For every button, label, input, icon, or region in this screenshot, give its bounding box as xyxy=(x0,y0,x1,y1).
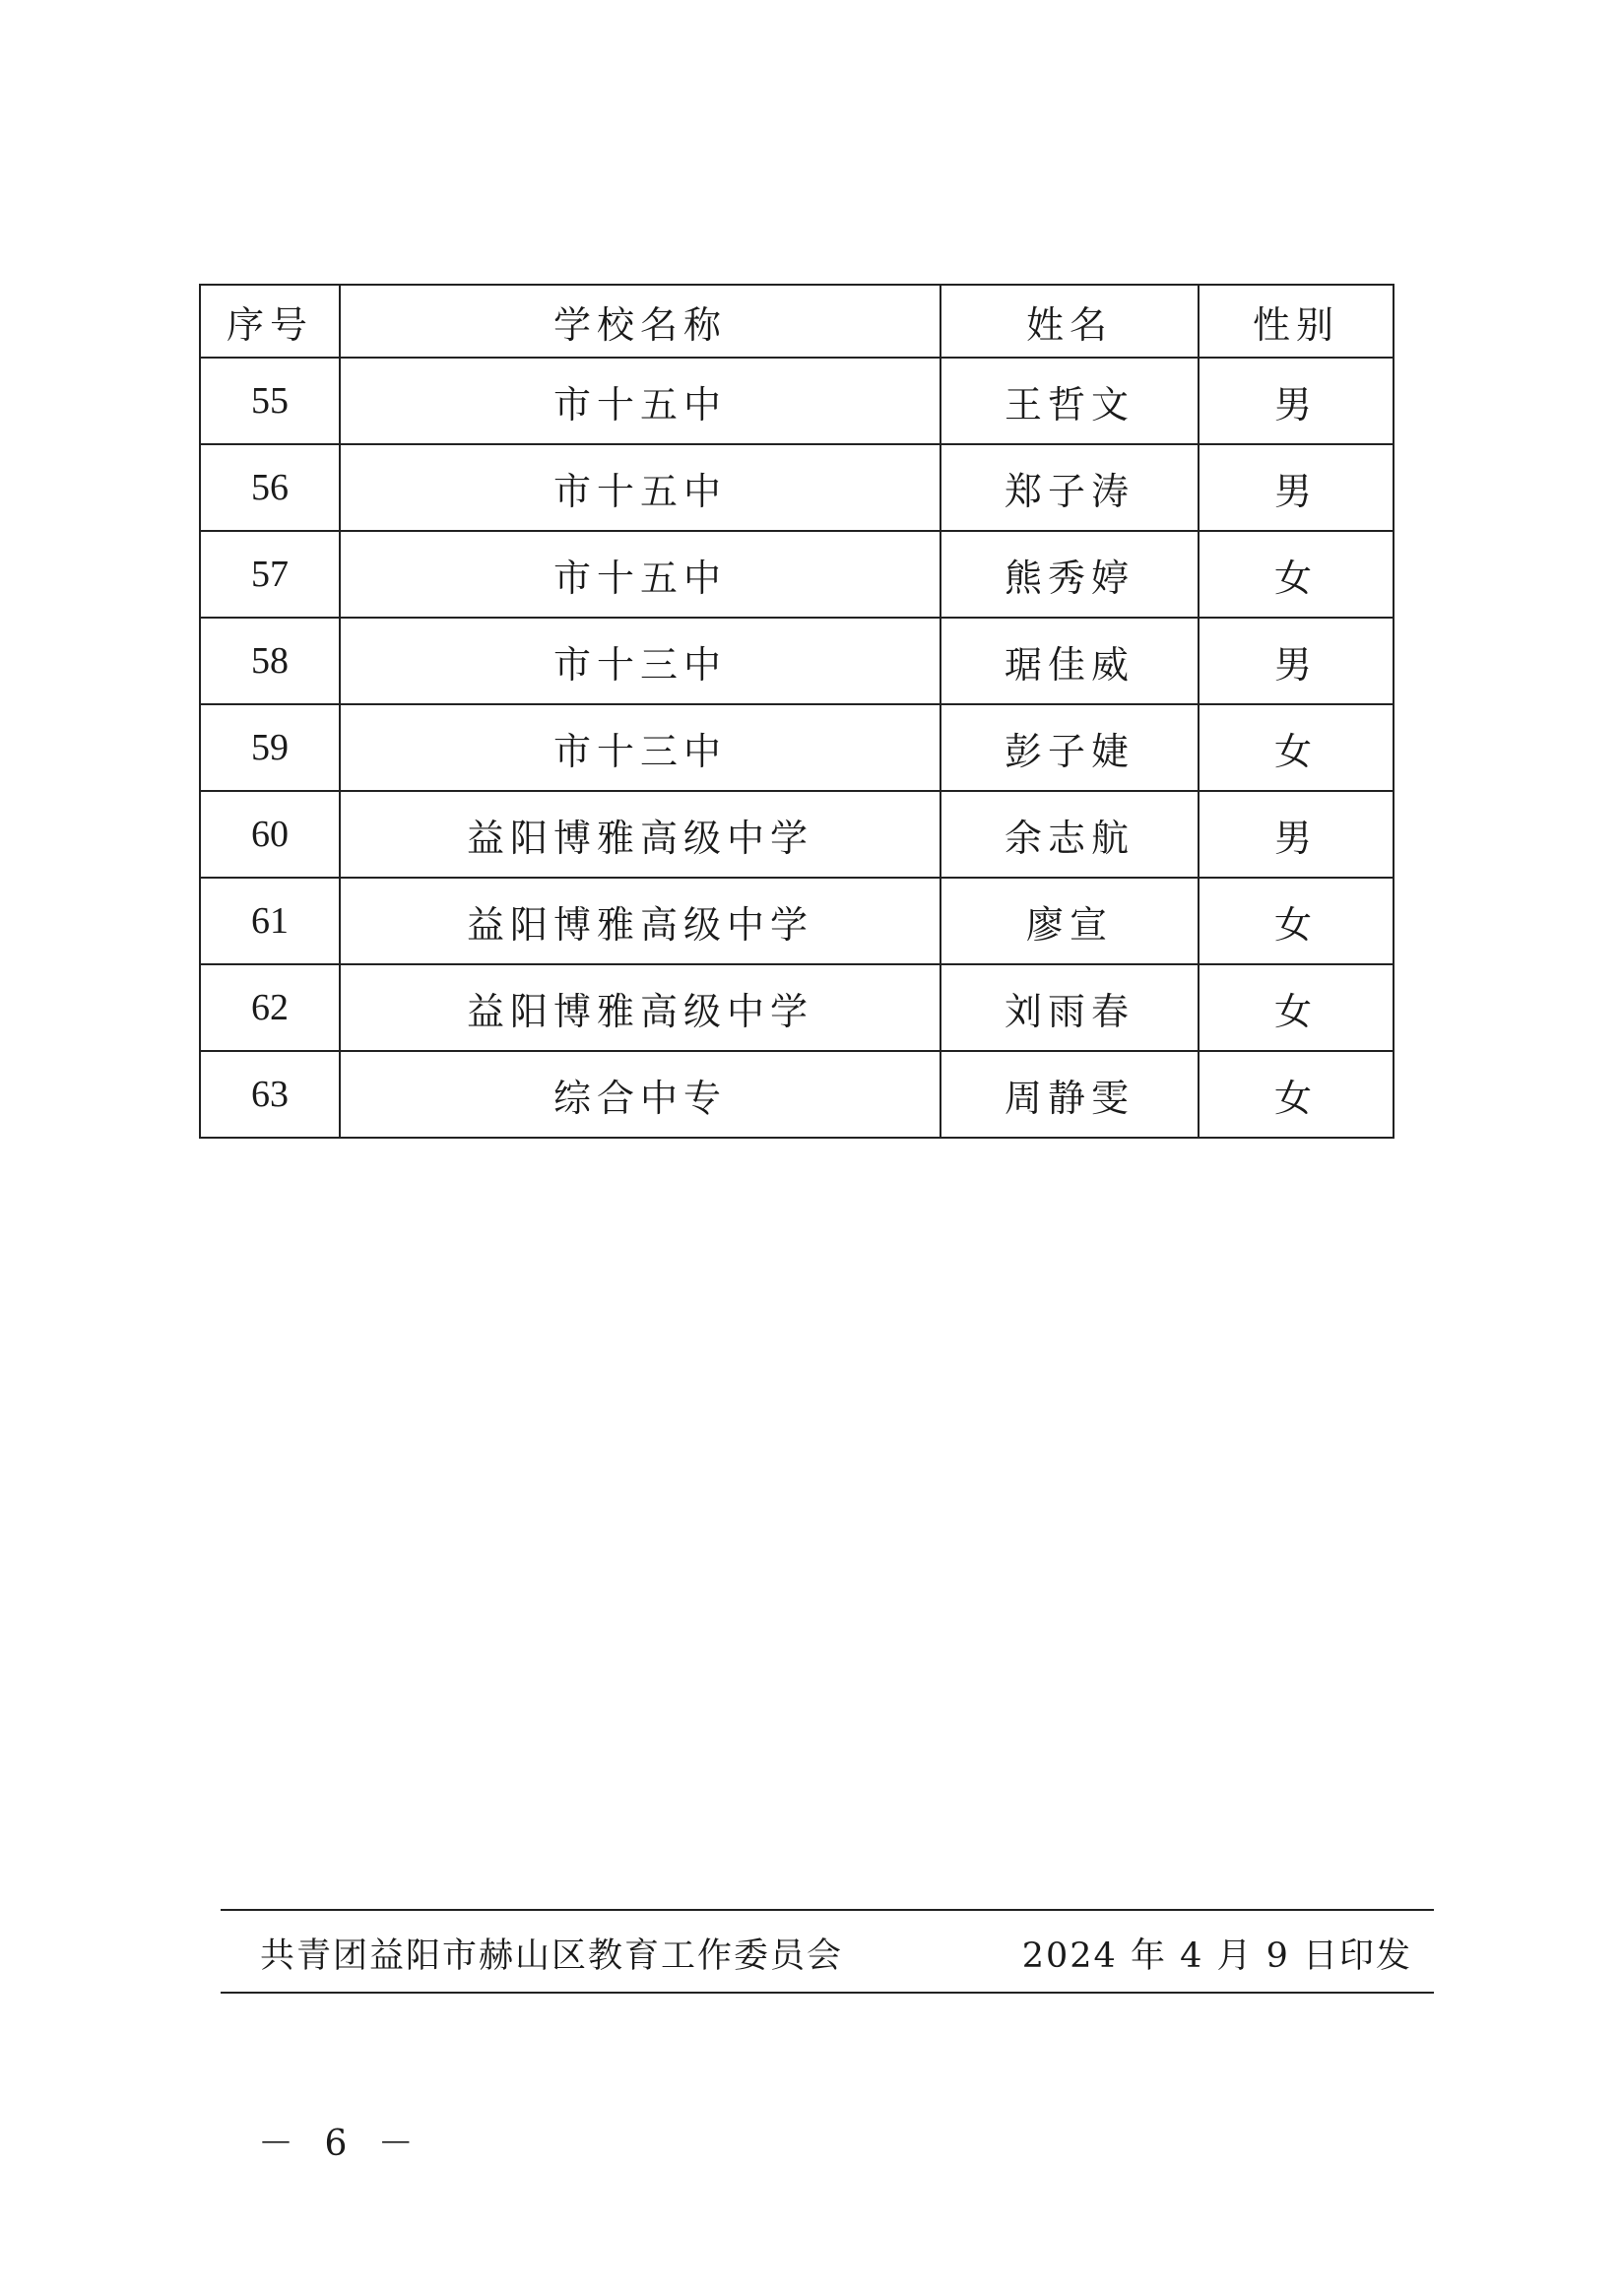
table-row xyxy=(200,964,1394,1051)
header-gender: 性别 xyxy=(1199,285,1394,358)
cell-number: 59 xyxy=(200,704,340,791)
table-header-row xyxy=(200,285,1394,358)
cell-gender: 女 xyxy=(1199,704,1394,791)
issuer-name: 共青团益阳市赫山区教育工作委员会 xyxy=(260,1936,844,1976)
cell-number: 62 xyxy=(200,964,340,1051)
cell-school: 市十五中 xyxy=(340,358,940,444)
cell-number: 58 xyxy=(200,618,340,704)
document-footer xyxy=(221,1909,1434,1994)
table-row xyxy=(200,704,1394,791)
table-row xyxy=(200,1051,1394,1138)
cell-name: 王哲文 xyxy=(940,358,1199,444)
cell-number: 60 xyxy=(200,791,340,878)
cell-name: 郑子涛 xyxy=(940,444,1199,531)
cell-school: 综合中专 xyxy=(340,1051,940,1138)
table-row xyxy=(200,531,1394,618)
cell-gender: 女 xyxy=(1199,964,1394,1051)
table-row xyxy=(200,791,1394,878)
cell-school: 市十三中 xyxy=(340,618,940,704)
issue-date: 2024 年 4 月 9 日印发 xyxy=(1021,1936,1412,1976)
cell-gender: 女 xyxy=(1199,1051,1394,1138)
cell-number: 63 xyxy=(200,1051,340,1138)
cell-gender: 男 xyxy=(1199,444,1394,531)
header-name: 姓名 xyxy=(940,285,1199,358)
cell-name: 刘雨春 xyxy=(940,964,1199,1051)
page-number: － 6 － xyxy=(258,2124,423,2164)
header-school: 学校名称 xyxy=(340,285,940,358)
cell-number: 57 xyxy=(200,531,340,618)
cell-school: 益阳博雅高级中学 xyxy=(340,878,940,964)
cell-school: 市十五中 xyxy=(340,531,940,618)
cell-school: 益阳博雅高级中学 xyxy=(340,791,940,878)
cell-gender: 男 xyxy=(1199,791,1394,878)
cell-name: 廖宣 xyxy=(940,878,1199,964)
cell-number: 61 xyxy=(200,878,340,964)
cell-number: 55 xyxy=(200,358,340,444)
cell-gender: 男 xyxy=(1199,358,1394,444)
table-row xyxy=(200,358,1394,444)
cell-school: 益阳博雅高级中学 xyxy=(340,964,940,1051)
cell-name: 周静雯 xyxy=(940,1051,1199,1138)
cell-number: 56 xyxy=(200,444,340,531)
table-row xyxy=(200,878,1394,964)
cell-name: 余志航 xyxy=(940,791,1199,878)
header-number: 序号 xyxy=(200,285,340,358)
student-roster-table xyxy=(199,284,1394,1139)
cell-name: 彭子婕 xyxy=(940,704,1199,791)
table-row xyxy=(200,444,1394,531)
cell-school: 市十三中 xyxy=(340,704,940,791)
cell-school: 市十五中 xyxy=(340,444,940,531)
cell-name: 熊秀婷 xyxy=(940,531,1199,618)
cell-gender: 女 xyxy=(1199,878,1394,964)
table-row xyxy=(200,618,1394,704)
cell-gender: 女 xyxy=(1199,531,1394,618)
cell-name: 琚佳威 xyxy=(940,618,1199,704)
cell-gender: 男 xyxy=(1199,618,1394,704)
